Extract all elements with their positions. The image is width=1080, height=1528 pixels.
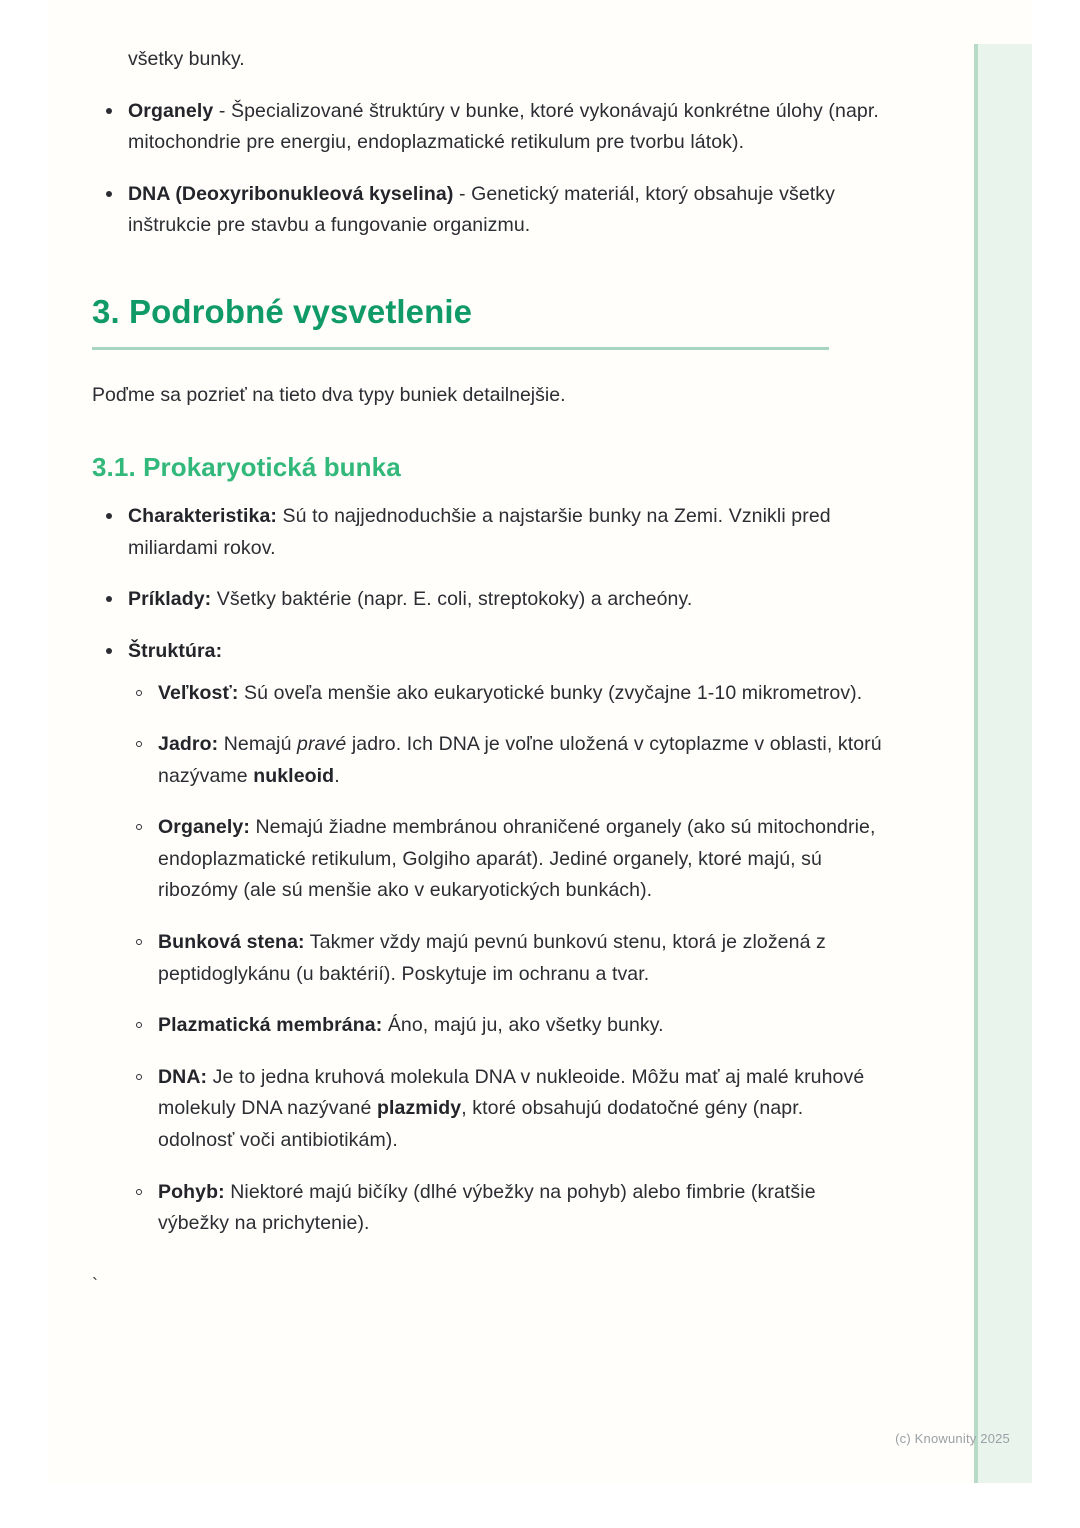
sub-item-text-1: Takmer vždy majú pevnú bunkovú stenu, ktorá je zložená z peptidoglykánu (u baktérií). Poskytuje im ochranu a tvar. — [158, 931, 826, 985]
sub-item-text-3: . — [334, 764, 340, 787]
list-item — [128, 927, 882, 990]
list-item-text: Genetický materiál, ktorý obsahuje všetky inštrukcie pre stavbu a fungovanie organizmu. — [128, 182, 835, 237]
list-item — [128, 1010, 882, 1042]
list-item — [128, 1177, 882, 1240]
document-page — [48, 0, 1032, 1483]
sub-item-text-3: , ktoré obsahujú dodatočné gény (napr. odolnosť voči antibiotikám). — [158, 1097, 804, 1151]
list-item — [92, 636, 882, 1240]
list-item-term: Charakteristika: — [128, 505, 278, 528]
subsection-heading: 3.1. Prokaryotická bunka — [92, 452, 401, 483]
list-item-text: Sú to najjednoduchšie a najstaršie bunky na Zemi. Vznikli pred miliardami rokov. — [128, 505, 831, 559]
sub-item-bold: nukleoid — [253, 764, 335, 787]
section-lead-paragraph: Poďme sa pozrieť na tieto dva typy buniek detailnejšie. — [92, 384, 566, 407]
continued-text: všetky bunky. — [128, 48, 245, 70]
list-item — [92, 501, 882, 564]
list-item — [92, 96, 882, 159]
list-item — [128, 1062, 882, 1157]
sub-item-bold: plazmidy — [376, 1097, 462, 1120]
list-item-text: Špecializované štruktúry v bunke, ktoré vykonávajú konkrétne úlohy (napr. mitochondrie pre energiu, endoplazmatické retikulum pre tvorbu látok). — [128, 99, 879, 154]
list-item-text: Všetky baktérie (napr. E. coli, streptokoky) a archeóny. — [211, 588, 693, 611]
sub-item-text-1: Sú oveľa menšie ako eukaryotické bunky (zvyčajne 1-10 mikrometrov). — [238, 681, 863, 704]
sub-item-text-1: Niektoré majú bičíky (dlhé výbežky na pohyb) alebo fimbrie (kratšie výbežky na prichytenie). — [158, 1180, 816, 1235]
list-item-separator: - — [453, 182, 472, 205]
sub-item-term: Pohyb: — [158, 1180, 225, 1203]
section-heading: 3. Podrobné vysvetlenie — [92, 292, 473, 330]
sub-item-text-1: Je to jedna kruhová molekula DNA v nukleoide. Môžu mať aj malé kruhové molekuly DNA nazývané — [158, 1065, 865, 1120]
sub-item-text-1: Áno, majú ju, ako všetky bunky. — [382, 1014, 664, 1037]
top-bullet-list — [92, 96, 882, 242]
sub-item-italic: pravé — [297, 733, 347, 756]
prokaryote-bullet-list — [92, 501, 882, 1239]
list-item-term: Organely — [128, 99, 214, 122]
list-item-term: Štruktúra: — [128, 639, 223, 662]
sub-item-text-2: jadro. Ich DNA je voľne uložená v cytoplazme v oblasti, ktorú nazývame — [158, 733, 882, 787]
list-item — [92, 179, 882, 242]
document-content — [92, 0, 882, 1250]
stray-backtick-glyph: ` — [92, 1275, 98, 1295]
section-heading-rule — [92, 347, 829, 350]
list-item — [128, 678, 882, 710]
sub-item-term: DNA: — [158, 1065, 208, 1088]
sub-item-text-1: Nemajú žiadne membránou ohraničené organely (ako sú mitochondrie, endoplazmatické retikulum, Golgiho aparát). Jediné organely, ktoré majú, sú ribozómy (ale sú menšie ako v eukaryotických bunkách). — [158, 816, 876, 902]
sub-item-term: Jadro: — [158, 733, 219, 756]
list-item — [92, 584, 882, 616]
right-decorative-band — [978, 44, 1032, 1483]
sub-item-term: Organely: — [158, 816, 250, 839]
list-item-term: DNA (Deoxyribonukleová kyselina) — [128, 182, 454, 205]
sub-item-term: Plazmatická membrána: — [158, 1014, 383, 1037]
list-item-separator: - — [213, 99, 231, 122]
list-item — [128, 812, 882, 907]
list-item-term: Príklady: — [128, 588, 212, 611]
list-item — [128, 729, 882, 792]
structure-sub-list — [128, 678, 882, 1240]
sub-item-term: Bunková stena: — [158, 931, 305, 954]
sub-item-term: Veľkosť: — [158, 681, 239, 704]
footer-copyright: (c) Knowunity 2025 — [895, 1431, 1010, 1446]
sub-item-text-1: Nemajú — [218, 733, 298, 756]
continued-text-line — [92, 44, 882, 76]
